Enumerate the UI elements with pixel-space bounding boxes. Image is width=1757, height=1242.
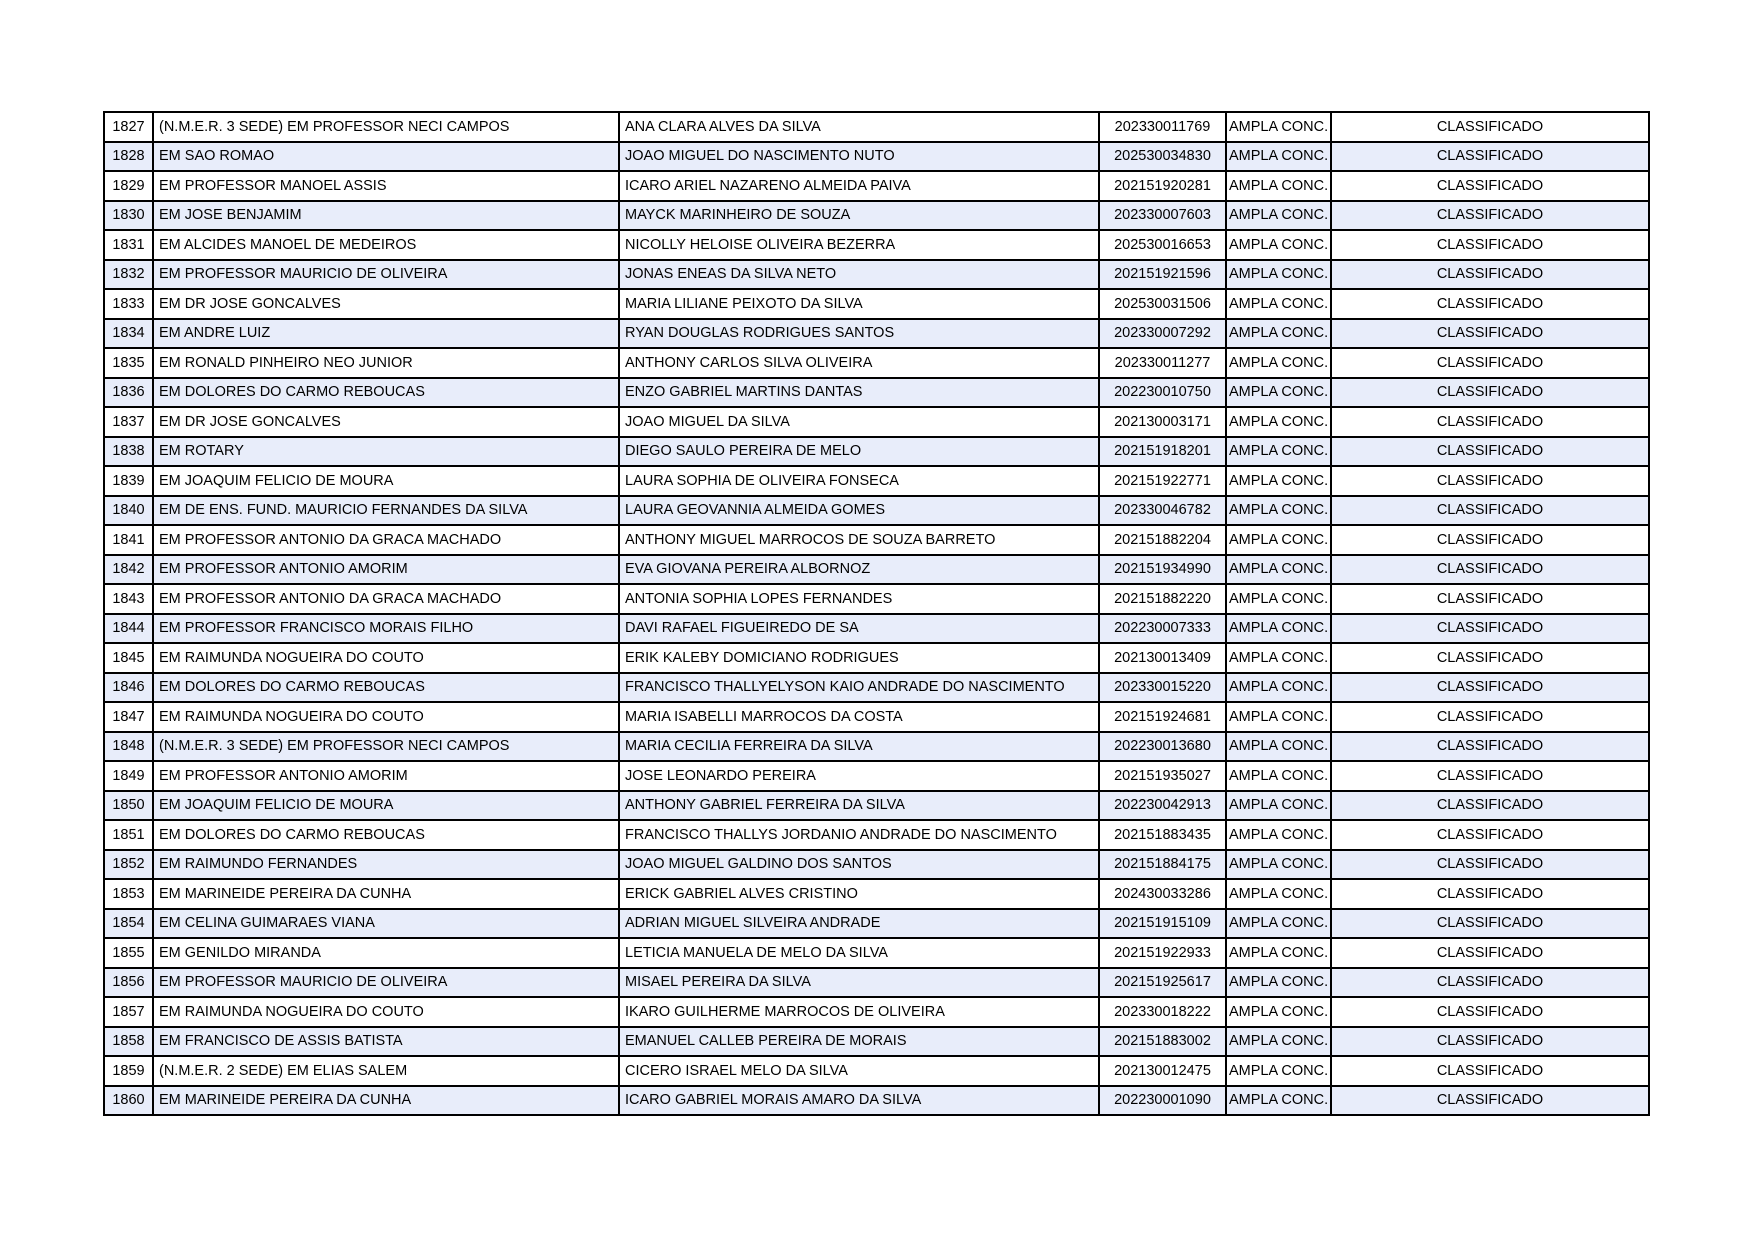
status-cell: CLASSIFICADO xyxy=(1331,850,1649,880)
category-cell: AMPLA CONC. xyxy=(1226,791,1331,821)
school-cell: EM PROFESSOR ANTONIO DA GRACA MACHADO xyxy=(153,584,619,614)
student-name-cell: LAURA GEOVANNIA ALMEIDA GOMES xyxy=(619,496,1099,526)
enrollment-id-cell: 202151883435 xyxy=(1099,820,1226,850)
school-cell: EM GENILDO MIRANDA xyxy=(153,938,619,968)
student-name-cell: ERIK KALEBY DOMICIANO RODRIGUES xyxy=(619,643,1099,673)
student-name-cell: ICARO GABRIEL MORAIS AMARO DA SILVA xyxy=(619,1086,1099,1116)
table-row xyxy=(104,791,1649,821)
status-cell: CLASSIFICADO xyxy=(1331,319,1649,349)
student-name-cell: EVA GIOVANA PEREIRA ALBORNOZ xyxy=(619,555,1099,585)
row-number-cell: 1845 xyxy=(104,643,153,673)
table-row xyxy=(104,909,1649,939)
status-cell: CLASSIFICADO xyxy=(1331,112,1649,142)
row-number-cell: 1836 xyxy=(104,378,153,408)
row-number-cell: 1860 xyxy=(104,1086,153,1116)
school-cell: EM JOAQUIM FELICIO DE MOURA xyxy=(153,466,619,496)
enrollment-id-cell: 202430033286 xyxy=(1099,879,1226,909)
table-row xyxy=(104,555,1649,585)
school-cell: EM DR JOSE GONCALVES xyxy=(153,289,619,319)
school-cell: EM PROFESSOR ANTONIO AMORIM xyxy=(153,761,619,791)
row-number-cell: 1849 xyxy=(104,761,153,791)
school-cell: EM PROFESSOR MANOEL ASSIS xyxy=(153,171,619,201)
status-cell: CLASSIFICADO xyxy=(1331,171,1649,201)
category-cell: AMPLA CONC. xyxy=(1226,289,1331,319)
table-row xyxy=(104,289,1649,319)
school-cell: EM DOLORES DO CARMO REBOUCAS xyxy=(153,673,619,703)
student-name-cell: JOSE LEONARDO PEREIRA xyxy=(619,761,1099,791)
school-cell: (N.M.E.R. 3 SEDE) EM PROFESSOR NECI CAMPOS xyxy=(153,112,619,142)
table-row xyxy=(104,319,1649,349)
status-cell: CLASSIFICADO xyxy=(1331,289,1649,319)
table-row xyxy=(104,673,1649,703)
status-cell: CLASSIFICADO xyxy=(1331,997,1649,1027)
status-cell: CLASSIFICADO xyxy=(1331,496,1649,526)
category-cell: AMPLA CONC. xyxy=(1226,142,1331,172)
row-number-cell: 1856 xyxy=(104,968,153,998)
status-cell: CLASSIFICADO xyxy=(1331,348,1649,378)
school-cell: EM JOAQUIM FELICIO DE MOURA xyxy=(153,791,619,821)
status-cell: CLASSIFICADO xyxy=(1331,407,1649,437)
table-row xyxy=(104,230,1649,260)
enrollment-id-cell: 202330011277 xyxy=(1099,348,1226,378)
status-cell: CLASSIFICADO xyxy=(1331,879,1649,909)
enrollment-id-cell: 202230001090 xyxy=(1099,1086,1226,1116)
row-number-cell: 1851 xyxy=(104,820,153,850)
school-cell: EM ALCIDES MANOEL DE MEDEIROS xyxy=(153,230,619,260)
category-cell: AMPLA CONC. xyxy=(1226,1086,1331,1116)
student-name-cell: FRANCISCO THALLYELYSON KAIO ANDRADE DO NASCIMENTO xyxy=(619,673,1099,703)
table-row xyxy=(104,407,1649,437)
category-cell: AMPLA CONC. xyxy=(1226,820,1331,850)
table-row xyxy=(104,643,1649,673)
enrollment-id-cell: 202151884175 xyxy=(1099,850,1226,880)
row-number-cell: 1841 xyxy=(104,525,153,555)
school-cell: EM RONALD PINHEIRO NEO JUNIOR xyxy=(153,348,619,378)
enrollment-id-cell: 202330015220 xyxy=(1099,673,1226,703)
enrollment-id-cell: 202330007292 xyxy=(1099,319,1226,349)
table-row xyxy=(104,437,1649,467)
row-number-cell: 1854 xyxy=(104,909,153,939)
student-name-cell: LAURA SOPHIA DE OLIVEIRA FONSECA xyxy=(619,466,1099,496)
school-cell: EM RAIMUNDA NOGUEIRA DO COUTO xyxy=(153,997,619,1027)
school-cell: EM RAIMUNDA NOGUEIRA DO COUTO xyxy=(153,643,619,673)
row-number-cell: 1850 xyxy=(104,791,153,821)
status-cell: CLASSIFICADO xyxy=(1331,555,1649,585)
row-number-cell: 1859 xyxy=(104,1056,153,1086)
status-cell: CLASSIFICADO xyxy=(1331,230,1649,260)
school-cell: EM PROFESSOR ANTONIO DA GRACA MACHADO xyxy=(153,525,619,555)
school-cell: EM DOLORES DO CARMO REBOUCAS xyxy=(153,820,619,850)
category-cell: AMPLA CONC. xyxy=(1226,1056,1331,1086)
student-name-cell: NICOLLY HELOISE OLIVEIRA BEZERRA xyxy=(619,230,1099,260)
category-cell: AMPLA CONC. xyxy=(1226,555,1331,585)
table-row xyxy=(104,614,1649,644)
enrollment-id-cell: 202151924681 xyxy=(1099,702,1226,732)
enrollment-id-cell: 202151922771 xyxy=(1099,466,1226,496)
category-cell: AMPLA CONC. xyxy=(1226,968,1331,998)
enrollment-id-cell: 202151921596 xyxy=(1099,260,1226,290)
status-cell: CLASSIFICADO xyxy=(1331,938,1649,968)
table-row xyxy=(104,732,1649,762)
row-number-cell: 1848 xyxy=(104,732,153,762)
school-cell: EM PROFESSOR MAURICIO DE OLIVEIRA xyxy=(153,260,619,290)
row-number-cell: 1838 xyxy=(104,437,153,467)
school-cell: EM DR JOSE GONCALVES xyxy=(153,407,619,437)
status-cell: CLASSIFICADO xyxy=(1331,702,1649,732)
status-cell: CLASSIFICADO xyxy=(1331,968,1649,998)
row-number-cell: 1855 xyxy=(104,938,153,968)
school-cell: EM RAIMUNDO FERNANDES xyxy=(153,850,619,880)
enrollment-id-cell: 202230007333 xyxy=(1099,614,1226,644)
student-name-cell: RYAN DOUGLAS RODRIGUES SANTOS xyxy=(619,319,1099,349)
school-cell: EM DE ENS. FUND. MAURICIO FERNANDES DA SILVA xyxy=(153,496,619,526)
category-cell: AMPLA CONC. xyxy=(1226,319,1331,349)
category-cell: AMPLA CONC. xyxy=(1226,643,1331,673)
row-number-cell: 1844 xyxy=(104,614,153,644)
student-name-cell: ANTHONY MIGUEL MARROCOS DE SOUZA BARRETO xyxy=(619,525,1099,555)
category-cell: AMPLA CONC. xyxy=(1226,850,1331,880)
student-name-cell: ANA CLARA ALVES DA SILVA xyxy=(619,112,1099,142)
student-name-cell: FRANCISCO THALLYS JORDANIO ANDRADE DO NASCIMENTO xyxy=(619,820,1099,850)
enrollment-id-cell: 202151925617 xyxy=(1099,968,1226,998)
enrollment-id-cell: 202130003171 xyxy=(1099,407,1226,437)
classification-results-table xyxy=(103,111,1650,1116)
category-cell: AMPLA CONC. xyxy=(1226,201,1331,231)
enrollment-id-cell: 202330018222 xyxy=(1099,997,1226,1027)
school-cell: EM PROFESSOR MAURICIO DE OLIVEIRA xyxy=(153,968,619,998)
status-cell: CLASSIFICADO xyxy=(1331,201,1649,231)
table-row xyxy=(104,761,1649,791)
table-row xyxy=(104,201,1649,231)
row-number-cell: 1857 xyxy=(104,997,153,1027)
status-cell: CLASSIFICADO xyxy=(1331,1056,1649,1086)
enrollment-id-cell: 202130013409 xyxy=(1099,643,1226,673)
status-cell: CLASSIFICADO xyxy=(1331,820,1649,850)
table-row xyxy=(104,525,1649,555)
category-cell: AMPLA CONC. xyxy=(1226,997,1331,1027)
table-row xyxy=(104,112,1649,142)
table-row xyxy=(104,1086,1649,1116)
status-cell: CLASSIFICADO xyxy=(1331,1086,1649,1116)
row-number-cell: 1832 xyxy=(104,260,153,290)
category-cell: AMPLA CONC. xyxy=(1226,1027,1331,1057)
student-name-cell: ANTHONY GABRIEL FERREIRA DA SILVA xyxy=(619,791,1099,821)
school-cell: EM ANDRE LUIZ xyxy=(153,319,619,349)
student-name-cell: JOAO MIGUEL DO NASCIMENTO NUTO xyxy=(619,142,1099,172)
student-name-cell: MAYCK MARINHEIRO DE SOUZA xyxy=(619,201,1099,231)
enrollment-id-cell: 202151882220 xyxy=(1099,584,1226,614)
table-row xyxy=(104,171,1649,201)
row-number-cell: 1835 xyxy=(104,348,153,378)
category-cell: AMPLA CONC. xyxy=(1226,673,1331,703)
enrollment-id-cell: 202230013680 xyxy=(1099,732,1226,762)
student-name-cell: JOAO MIGUEL GALDINO DOS SANTOS xyxy=(619,850,1099,880)
status-cell: CLASSIFICADO xyxy=(1331,378,1649,408)
school-cell: EM CELINA GUIMARAES VIANA xyxy=(153,909,619,939)
school-cell: (N.M.E.R. 2 SEDE) EM ELIAS SALEM xyxy=(153,1056,619,1086)
status-cell: CLASSIFICADO xyxy=(1331,673,1649,703)
row-number-cell: 1829 xyxy=(104,171,153,201)
school-cell: EM JOSE BENJAMIM xyxy=(153,201,619,231)
table-row xyxy=(104,142,1649,172)
category-cell: AMPLA CONC. xyxy=(1226,732,1331,762)
category-cell: AMPLA CONC. xyxy=(1226,702,1331,732)
category-cell: AMPLA CONC. xyxy=(1226,437,1331,467)
status-cell: CLASSIFICADO xyxy=(1331,584,1649,614)
enrollment-id-cell: 202230042913 xyxy=(1099,791,1226,821)
student-name-cell: ICARO ARIEL NAZARENO ALMEIDA PAIVA xyxy=(619,171,1099,201)
table-row xyxy=(104,820,1649,850)
school-cell: EM MARINEIDE PEREIRA DA CUNHA xyxy=(153,879,619,909)
student-name-cell: JONAS ENEAS DA SILVA NETO xyxy=(619,260,1099,290)
table-row xyxy=(104,584,1649,614)
student-name-cell: MARIA LILIANE PEIXOTO DA SILVA xyxy=(619,289,1099,319)
category-cell: AMPLA CONC. xyxy=(1226,407,1331,437)
school-cell: EM SAO ROMAO xyxy=(153,142,619,172)
status-cell: CLASSIFICADO xyxy=(1331,614,1649,644)
row-number-cell: 1831 xyxy=(104,230,153,260)
table-row xyxy=(104,496,1649,526)
status-cell: CLASSIFICADO xyxy=(1331,761,1649,791)
category-cell: AMPLA CONC. xyxy=(1226,879,1331,909)
row-number-cell: 1828 xyxy=(104,142,153,172)
category-cell: AMPLA CONC. xyxy=(1226,348,1331,378)
category-cell: AMPLA CONC. xyxy=(1226,260,1331,290)
enrollment-id-cell: 202330007603 xyxy=(1099,201,1226,231)
table-body xyxy=(104,112,1649,1115)
row-number-cell: 1846 xyxy=(104,673,153,703)
school-cell: EM MARINEIDE PEREIRA DA CUNHA xyxy=(153,1086,619,1116)
table-row xyxy=(104,348,1649,378)
row-number-cell: 1853 xyxy=(104,879,153,909)
enrollment-id-cell: 202151915109 xyxy=(1099,909,1226,939)
category-cell: AMPLA CONC. xyxy=(1226,584,1331,614)
enrollment-id-cell: 202530034830 xyxy=(1099,142,1226,172)
category-cell: AMPLA CONC. xyxy=(1226,614,1331,644)
table-row xyxy=(104,850,1649,880)
row-number-cell: 1834 xyxy=(104,319,153,349)
school-cell: (N.M.E.R. 3 SEDE) EM PROFESSOR NECI CAMPOS xyxy=(153,732,619,762)
table-row xyxy=(104,879,1649,909)
enrollment-id-cell: 202151883002 xyxy=(1099,1027,1226,1057)
row-number-cell: 1847 xyxy=(104,702,153,732)
enrollment-id-cell: 202330046782 xyxy=(1099,496,1226,526)
table-row xyxy=(104,702,1649,732)
student-name-cell: CICERO ISRAEL MELO DA SILVA xyxy=(619,1056,1099,1086)
row-number-cell: 1840 xyxy=(104,496,153,526)
school-cell: EM DOLORES DO CARMO REBOUCAS xyxy=(153,378,619,408)
row-number-cell: 1827 xyxy=(104,112,153,142)
enrollment-id-cell: 202151934990 xyxy=(1099,555,1226,585)
enrollment-id-cell: 202530016653 xyxy=(1099,230,1226,260)
status-cell: CLASSIFICADO xyxy=(1331,1027,1649,1057)
enrollment-id-cell: 202230010750 xyxy=(1099,378,1226,408)
row-number-cell: 1833 xyxy=(104,289,153,319)
table-row xyxy=(104,1056,1649,1086)
row-number-cell: 1852 xyxy=(104,850,153,880)
status-cell: CLASSIFICADO xyxy=(1331,437,1649,467)
table-row xyxy=(104,968,1649,998)
school-cell: EM ROTARY xyxy=(153,437,619,467)
school-cell: EM FRANCISCO DE ASSIS BATISTA xyxy=(153,1027,619,1057)
category-cell: AMPLA CONC. xyxy=(1226,112,1331,142)
student-name-cell: MISAEL PEREIRA DA SILVA xyxy=(619,968,1099,998)
status-cell: CLASSIFICADO xyxy=(1331,643,1649,673)
student-name-cell: ERICK GABRIEL ALVES CRISTINO xyxy=(619,879,1099,909)
category-cell: AMPLA CONC. xyxy=(1226,909,1331,939)
student-name-cell: LETICIA MANUELA DE MELO DA SILVA xyxy=(619,938,1099,968)
student-name-cell: DAVI RAFAEL FIGUEIREDO DE SA xyxy=(619,614,1099,644)
enrollment-id-cell: 202151882204 xyxy=(1099,525,1226,555)
enrollment-id-cell: 202151918201 xyxy=(1099,437,1226,467)
status-cell: CLASSIFICADO xyxy=(1331,791,1649,821)
school-cell: EM PROFESSOR ANTONIO AMORIM xyxy=(153,555,619,585)
student-name-cell: JOAO MIGUEL DA SILVA xyxy=(619,407,1099,437)
student-name-cell: DIEGO SAULO PEREIRA DE MELO xyxy=(619,437,1099,467)
table-row xyxy=(104,260,1649,290)
category-cell: AMPLA CONC. xyxy=(1226,496,1331,526)
student-name-cell: ANTHONY CARLOS SILVA OLIVEIRA xyxy=(619,348,1099,378)
status-cell: CLASSIFICADO xyxy=(1331,466,1649,496)
status-cell: CLASSIFICADO xyxy=(1331,732,1649,762)
student-name-cell: EMANUEL CALLEB PEREIRA DE MORAIS xyxy=(619,1027,1099,1057)
table-row xyxy=(104,997,1649,1027)
status-cell: CLASSIFICADO xyxy=(1331,525,1649,555)
table-row xyxy=(104,938,1649,968)
student-name-cell: MARIA ISABELLI MARROCOS DA COSTA xyxy=(619,702,1099,732)
row-number-cell: 1839 xyxy=(104,466,153,496)
enrollment-id-cell: 202530031506 xyxy=(1099,289,1226,319)
row-number-cell: 1837 xyxy=(104,407,153,437)
school-cell: EM PROFESSOR FRANCISCO MORAIS FILHO xyxy=(153,614,619,644)
enrollment-id-cell: 202330011769 xyxy=(1099,112,1226,142)
enrollment-id-cell: 202151922933 xyxy=(1099,938,1226,968)
table-row xyxy=(104,466,1649,496)
category-cell: AMPLA CONC. xyxy=(1226,761,1331,791)
row-number-cell: 1843 xyxy=(104,584,153,614)
student-name-cell: ANTONIA SOPHIA LOPES FERNANDES xyxy=(619,584,1099,614)
enrollment-id-cell: 202151920281 xyxy=(1099,171,1226,201)
row-number-cell: 1842 xyxy=(104,555,153,585)
row-number-cell: 1858 xyxy=(104,1027,153,1057)
status-cell: CLASSIFICADO xyxy=(1331,909,1649,939)
table-row xyxy=(104,378,1649,408)
row-number-cell: 1830 xyxy=(104,201,153,231)
student-name-cell: ADRIAN MIGUEL SILVEIRA ANDRADE xyxy=(619,909,1099,939)
school-cell: EM RAIMUNDA NOGUEIRA DO COUTO xyxy=(153,702,619,732)
category-cell: AMPLA CONC. xyxy=(1226,378,1331,408)
enrollment-id-cell: 202130012475 xyxy=(1099,1056,1226,1086)
status-cell: CLASSIFICADO xyxy=(1331,260,1649,290)
table-row xyxy=(104,1027,1649,1057)
status-cell: CLASSIFICADO xyxy=(1331,142,1649,172)
category-cell: AMPLA CONC. xyxy=(1226,230,1331,260)
category-cell: AMPLA CONC. xyxy=(1226,525,1331,555)
student-name-cell: MARIA CECILIA FERREIRA DA SILVA xyxy=(619,732,1099,762)
enrollment-id-cell: 202151935027 xyxy=(1099,761,1226,791)
student-name-cell: ENZO GABRIEL MARTINS DANTAS xyxy=(619,378,1099,408)
student-name-cell: IKARO GUILHERME MARROCOS DE OLIVEIRA xyxy=(619,997,1099,1027)
category-cell: AMPLA CONC. xyxy=(1226,938,1331,968)
category-cell: AMPLA CONC. xyxy=(1226,171,1331,201)
category-cell: AMPLA CONC. xyxy=(1226,466,1331,496)
